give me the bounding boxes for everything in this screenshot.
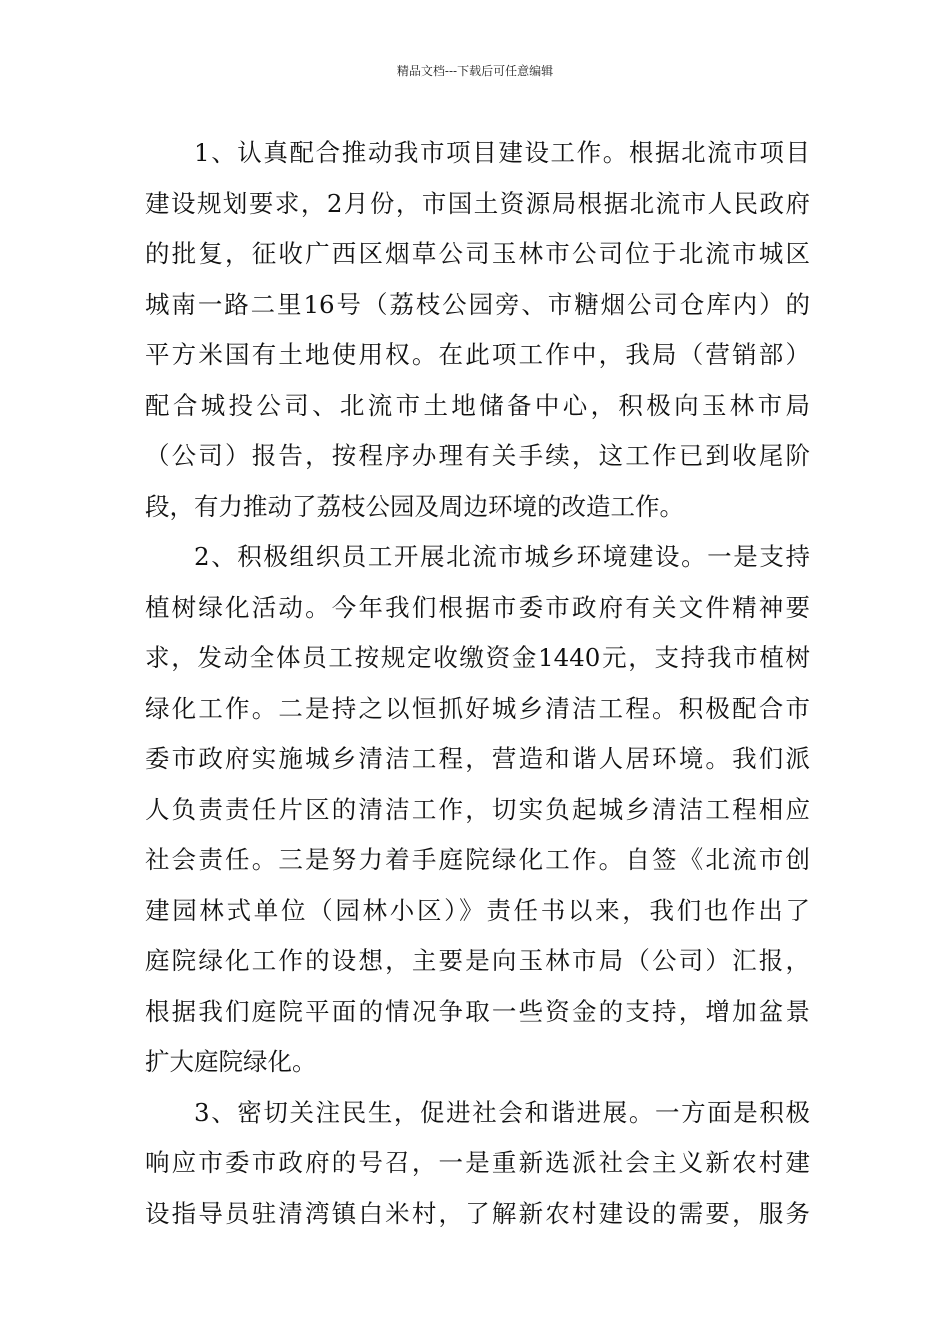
text-line: 城南一路二里16号（荔枝公园旁、市糖烟公司仓库内）的 <box>145 289 810 319</box>
text-line: 响应市委市政府的号召，一是重新选派社会主义新农村建 <box>145 1148 810 1177</box>
text-line: 建设规划要求，2月份，市国土资源局根据北流市人民政府 <box>145 188 810 218</box>
text-line: 平方米国有土地使用权。在此项工作中，我局（营销部） <box>145 340 810 369</box>
text-line: 设指导员驻清湾镇白米村，了解新农村建设的需要，服务 <box>145 1198 810 1228</box>
document-body <box>145 128 810 1239</box>
text-line: 2、积极组织员工开展北流市城乡环境建设。一是支持 <box>194 542 810 571</box>
text-line: 配合城投公司、北流市土地储备中心，积极向玉林市局 <box>145 390 810 420</box>
text-line: 社会责任。三是努力着手庭院绿化工作。自签《北流市创 <box>145 845 810 874</box>
text-line: 的批复，征收广西区烟草公司玉林市公司位于北流市城区 <box>145 239 810 268</box>
text-line: 求，发动全体员工按规定收缴资金1440元，支持我市植树 <box>145 643 810 672</box>
text-line: 绿化工作。二是持之以恒抓好城乡清洁工程。积极配合市 <box>145 693 810 723</box>
text-line: 建园林式单位（园林小区）》责任书以来，我们也作出了 <box>145 895 810 925</box>
text-line: 人负责责任片区的清洁工作，切实负起城乡清洁工程相应 <box>145 794 810 824</box>
text-line: 扩大庭院绿化。 <box>145 1047 317 1076</box>
paragraph-2 <box>145 532 810 1088</box>
page-header: 精品文档---下载后可任意编辑 <box>396 64 554 78</box>
paragraph-1 <box>145 128 810 532</box>
text-line: 植树绿化活动。今年我们根据市委市政府有关文件精神要 <box>145 592 810 622</box>
text-line: （公司）报告，按程序办理有关手续，这工作已到收尾阶 <box>145 441 810 470</box>
text-line: 1、认真配合推动我市项目建设工作。根据北流市项目 <box>194 138 810 167</box>
text-line: 根据我们庭院平面的情况争取一些资金的支持，增加盆景 <box>145 996 810 1026</box>
text-line: 段，有力推动了荔枝公园及周边环境的改造工作。 <box>145 491 684 521</box>
text-line: 3、密切关注民生，促进社会和谐进展。一方面是积极 <box>194 1097 810 1127</box>
text-line: 委市政府实施城乡清洁工程，营造和谐人居环境。我们派 <box>145 744 810 773</box>
paragraph-3 <box>145 1088 810 1240</box>
text-line: 庭院绿化工作的设想，主要是向玉林市局（公司）汇报， <box>145 946 810 975</box>
